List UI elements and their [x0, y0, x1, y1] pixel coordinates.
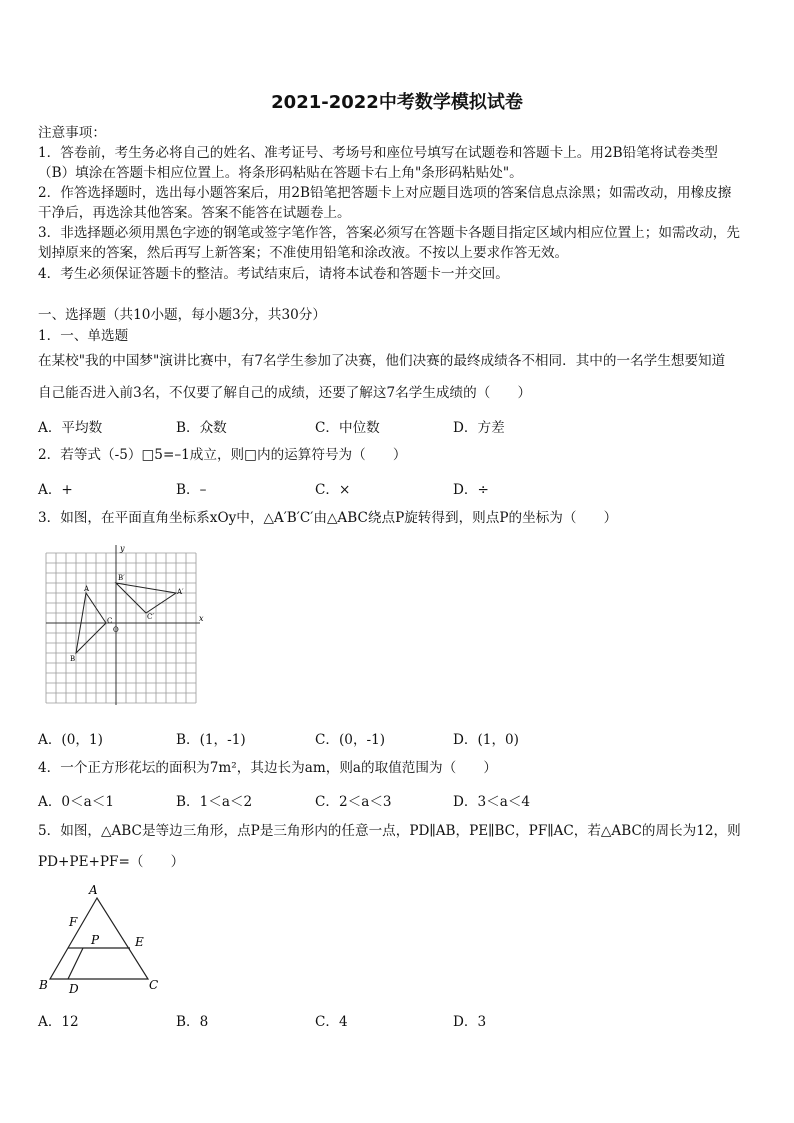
label-b: B	[39, 978, 48, 992]
notice-line: 2．作答选择题时，选出每小题答案后，用2B铅笔把答题卡上对应题目选项的答案信息点涂黑；如需改动，用橡皮擦	[38, 185, 732, 201]
question-5-text: 5．如图，△ABC是等边三角形，点P是三角形内的任意一点，PD∥AB，PE∥BC，PF∥AC，若△ABC的周长为12，则	[38, 823, 741, 839]
question-4-text: 4．一个正方形花坛的面积为7m²，其边长为am，则a的取值范围为（ ）	[38, 760, 497, 776]
option-a: A．0＜a＜1	[38, 794, 114, 810]
option-d: D．3＜a＜4	[453, 794, 531, 810]
label-c: C	[149, 978, 159, 992]
x-axis-label: x	[199, 614, 204, 623]
label-b-prime: B′	[118, 574, 125, 582]
option-c: C．×	[315, 482, 351, 498]
option-a: A．+	[38, 482, 73, 498]
option-a: A．12	[38, 1014, 79, 1030]
notice-line: 1．答卷前，考生务必将自己的姓名、准考证号、考场号和座位号填写在试题卷和答题卡上。用2B铅笔将试卷类型	[38, 145, 718, 161]
question-1-text: 在某校"我的中国梦"演讲比赛中，有7名学生参加了决赛，他们决赛的最终成绩各不相同．其中的一名学生想要知道	[38, 353, 726, 369]
label-a-prime: A′	[177, 588, 184, 596]
section-heading: 一、选择题（共10小题，每小题3分，共30分）	[38, 307, 326, 323]
triangle-figure	[38, 882, 168, 997]
label-d: D	[69, 982, 79, 996]
notice-line: 划掉原来的答案，然后再写上新答案；不准使用铅笔和涂改液。不按以上要求作答无效。	[38, 245, 569, 261]
option-d: D．÷	[453, 482, 489, 498]
label-e: E	[135, 935, 144, 949]
question-5-text: PD+PE+PF=（ ）	[38, 854, 185, 870]
option-b: B．–	[176, 482, 207, 498]
origin-label: O	[113, 626, 119, 634]
label-b: B	[70, 655, 76, 663]
option-d: D．3	[453, 1014, 487, 1030]
option-b: B．8	[176, 1014, 209, 1030]
option-b: B．(1，-1)	[176, 732, 246, 748]
notice-line: （B）填涂在答题卡相应位置上。将条形码粘贴在答题卡右上角"条形码粘贴处"。	[38, 165, 523, 181]
option-c: C．2＜a＜3	[315, 794, 392, 810]
option-c: C．4	[315, 1014, 348, 1030]
option-b: B．1＜a＜2	[176, 794, 253, 810]
notice-line: 干净后，再选涂其他答案。答案不能答在试题卷上。	[38, 205, 351, 221]
label-f: F	[69, 915, 78, 929]
label-a: A	[84, 585, 90, 593]
option-b: B．众数	[176, 420, 227, 436]
label-c-prime: C′	[147, 613, 154, 621]
question-2-text: 2．若等式（-5）□5=–1成立，则□内的运算符号为（ ）	[38, 447, 407, 463]
label-a: A	[89, 883, 98, 897]
coordinate-grid-figure	[38, 543, 208, 708]
segment-pd	[68, 948, 83, 979]
section-subheading: 1．一、单选题	[38, 328, 129, 344]
question-3-text: 3．如图，在平面直角坐标系xOy中，△A′B′C′由△ABC绕点P旋转得到，则点P的坐标为（ ）	[38, 510, 618, 526]
notice-line: 3．非选择题必须用黑色字迹的钢笔或签字笔作答，答案必须写在答题卡各题目指定区域内相应位置上；如需改动，先	[38, 225, 740, 241]
label-p: P	[91, 933, 100, 947]
option-c: C．(0，-1)	[315, 732, 386, 748]
option-c: C．中位数	[315, 420, 380, 436]
page-title: 2021-2022中考数学模拟试卷	[271, 92, 523, 113]
option-a: A．(0，1)	[38, 732, 103, 748]
question-1-text: 自己能否进入前3名，不仅要了解自己的成绩，还要了解这7名学生成绩的（ ）	[38, 385, 532, 401]
notice-heading: 注意事项：	[38, 125, 106, 141]
y-axis-label: y	[120, 544, 125, 553]
option-d: D．方差	[453, 420, 505, 436]
option-a: A．平均数	[38, 420, 103, 436]
label-c: C	[107, 617, 113, 625]
notice-line: 4．考生必须保证答题卡的整洁。考试结束后，请将本试卷和答题卡一并交回。	[38, 266, 509, 282]
option-d: D．(1，0)	[453, 732, 519, 748]
